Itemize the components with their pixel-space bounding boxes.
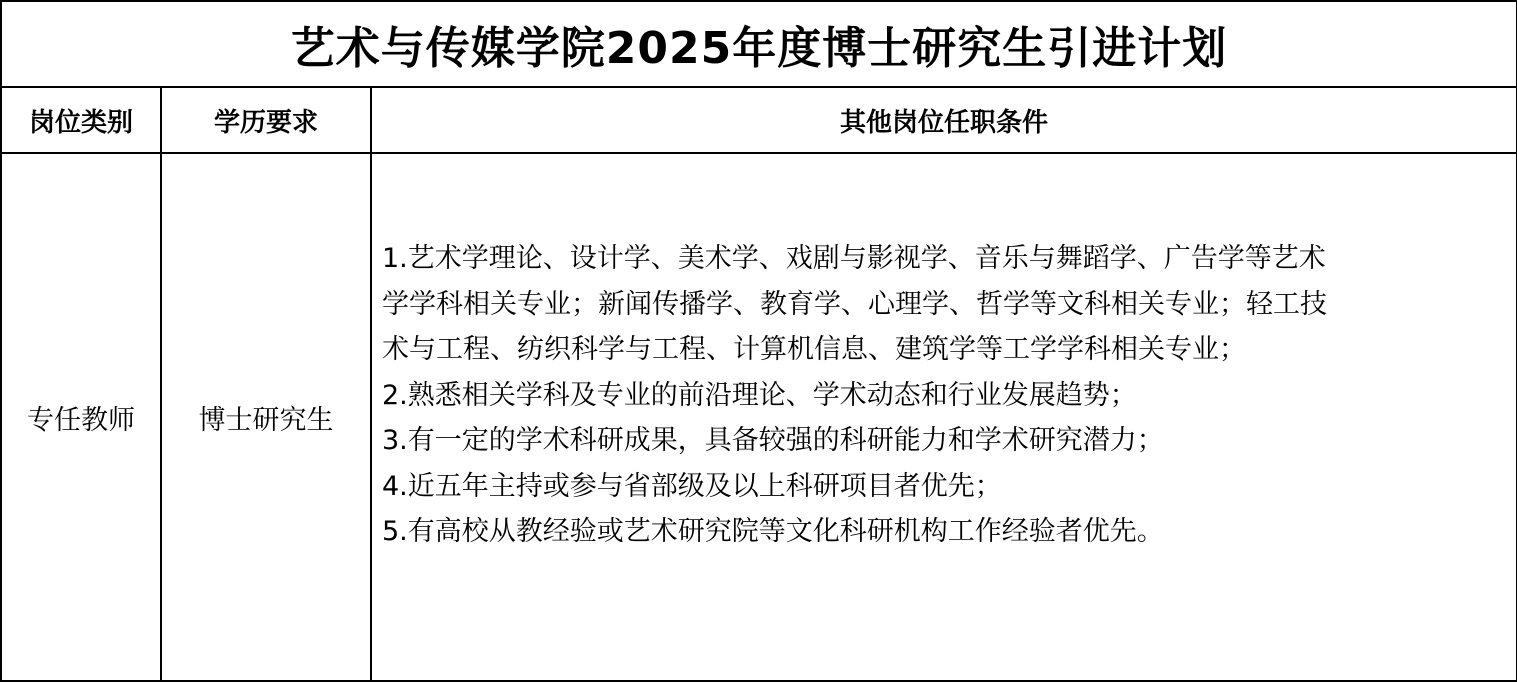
cell-education: 博士研究生 — [161, 153, 371, 681]
cell-category: 专任教师 — [1, 153, 161, 681]
table-title: 艺术与传媒学院2025年度博士研究生引进计划 — [1, 1, 1517, 87]
condition-item-3: 3.有一定的学术科研成果，具备较强的科研能力和学术研究潜力； — [382, 425, 1164, 456]
condition-item-5: 5.有高校从教经验或艺术研究院等文化科研机构工作经验者优先。 — [382, 516, 1164, 547]
cell-conditions — [371, 153, 1517, 681]
table-row — [1, 153, 1517, 681]
header-conditions: 其他岗位任职条件 — [371, 87, 1517, 153]
header-row — [1, 87, 1517, 153]
condition-item-1: 1.艺术学理论、设计学、美术学、戏剧与影视学、音乐与舞蹈学、广告学等艺术学学科相关专业；新闻传播学、教育学、心理学、哲学等文科相关专业；轻工技术与工程、纺织科学与工程、计算机信息、建筑学等工学学科相关专业； — [382, 243, 1327, 365]
conditions-list — [372, 154, 1342, 555]
condition-item-4: 4.近五年主持或参与省部级及以上科研项目者优先； — [382, 470, 1002, 502]
condition-item-2: 2.熟悉相关学科及专业的前沿理论、学术动态和行业发展趋势； — [382, 379, 1137, 411]
header-education: 学历要求 — [161, 87, 371, 153]
title-row — [1, 1, 1517, 87]
header-category: 岗位类别 — [1, 87, 161, 153]
